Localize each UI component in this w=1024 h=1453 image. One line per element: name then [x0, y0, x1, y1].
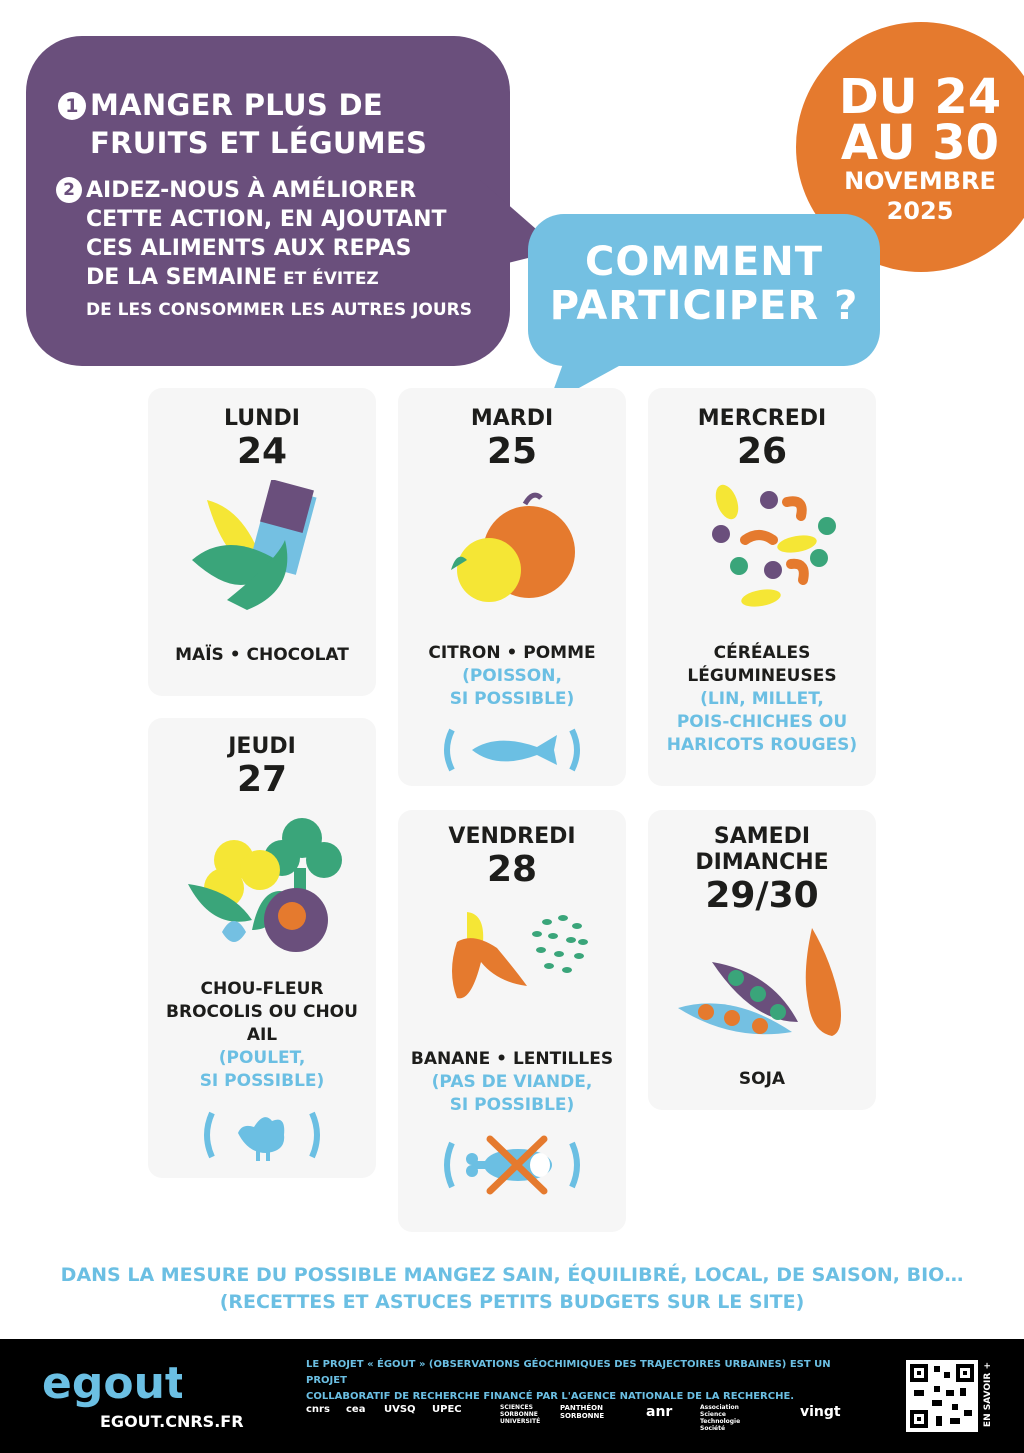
date-text [830, 69, 1010, 226]
step-2-line5: DE LES CONSOMMER LES AUTRES JOURS [86, 300, 472, 320]
day-number: 29/30 [705, 875, 819, 916]
day-number: 25 [486, 431, 538, 472]
day-extra-line2: SI POSSIBLE) [449, 1095, 575, 1115]
chicken-icon [202, 1105, 322, 1165]
day-food-line1: CHOU-FLEUR [200, 979, 324, 999]
day-name: JEUDI [228, 734, 296, 759]
banana-lentils-icon [427, 902, 597, 1012]
day-food: MAÏS • CHOCOLAT [175, 645, 349, 665]
step-2-number: 2 [56, 177, 82, 203]
day-extra-line2: SI POSSIBLE) [449, 689, 575, 709]
step-2-line1: AIDEZ-NOUS À AMÉLIORER [86, 178, 417, 203]
step-2-line4-small: ET ÉVITEZ [277, 269, 379, 289]
day-card-wednesday [648, 388, 876, 786]
website-link[interactable]: EGOUT.CNRS.FR [100, 1412, 244, 1431]
step-2-line4: DE LA SEMAINE [86, 265, 278, 290]
date-month: NOVEMBRE [844, 167, 996, 195]
day-food-line1: CÉRÉALES [713, 643, 811, 663]
lemon-apple-icon [437, 480, 587, 620]
day-food: BANANE • LENTILLES [410, 1049, 614, 1069]
healthy-eating-note: DANS LA MESURE DU POSSIBLE MANGEZ SAIN, ÉQUILIBRÉ, LOCAL, DE SAISON, BIO… (RECETTES ET ASTUCES PETITS BUDGETS SUR LE SITE) [60, 1264, 964, 1313]
day-extra-line1: (LIN, MILLET, [700, 689, 824, 709]
day-card-monday [148, 388, 376, 696]
day-name-saturday: SAMEDI [713, 824, 811, 849]
corn-chocolate-icon [187, 480, 337, 620]
step-2-line2: CETTE ACTION, EN AJOUTANT [86, 207, 447, 232]
cauliflower-broccoli-icon [182, 810, 342, 960]
day-name-sunday: DIMANCHE [695, 850, 829, 875]
step-1 [58, 86, 490, 162]
day-card-weekend [648, 810, 876, 1110]
day-food-line2: BROCOLIS OU CHOU [166, 1002, 358, 1022]
step-2 [56, 176, 486, 325]
step-1-number: 1 [58, 92, 86, 120]
participate-title: COMMENT PARTICIPER ? [549, 239, 859, 329]
day-name: LUNDI [224, 406, 300, 431]
day-extra-line3: HARICOTS ROUGES) [666, 735, 858, 755]
partner-logo-cea: cea [346, 1404, 366, 1415]
day-card-friday [398, 810, 626, 1232]
day-name: MARDI [470, 406, 554, 431]
day-number: 26 [736, 431, 788, 472]
day-number: 24 [236, 431, 288, 472]
date-to: AU 30 [840, 115, 1000, 171]
soy-icon [672, 922, 852, 1052]
day-food-line2: LÉGUMINEUSES [687, 666, 837, 686]
step-1-text: MANGER PLUS DE FRUITS ET LÉGUMES [90, 88, 428, 160]
day-extra-line2: POIS-CHICHES OU [676, 712, 848, 732]
date-year: 2025 [886, 197, 954, 225]
partner-logo-pantheon: PANTHÉON SORBONNE [560, 1404, 605, 1420]
day-extra-line1: (POULET, [218, 1048, 306, 1068]
learn-more-label: EN SAVOIR + [983, 1362, 993, 1428]
svg-text:egout: egout [42, 1358, 182, 1408]
day-extra-line2: SI POSSIBLE) [199, 1071, 325, 1091]
day-card-tuesday [398, 388, 626, 786]
day-extra-line1: (POISSON, [462, 666, 562, 686]
day-extra-line1: (PAS DE VIANDE, [431, 1072, 593, 1092]
day-name: MERCREDI [697, 406, 827, 431]
day-card-thursday [148, 718, 376, 1178]
no-meat-icon [442, 1133, 582, 1197]
day-food: CITRON • POMME [428, 643, 596, 663]
partner-logo-vingt: vingt [800, 1404, 841, 1420]
day-food-line3: AIL [246, 1025, 278, 1045]
step-2-line3: CES ALIMENTS AUX REPAS [86, 236, 412, 261]
project-description: LE PROJET « ÉGOUT » (OBSERVATIONS GÉOCHIMIQUES DES TRAJECTOIRES URBAINES) EST UN PROJET COLLABORATIF DE RECHERCHE FINANCÉ PAR L'AGENCE NATIONALE DE LA RECHERCHE. [306, 1359, 831, 1402]
egout-logo [42, 1358, 182, 1412]
day-name: VENDREDI [448, 824, 576, 849]
partner-logo-cnrs: cnrs [306, 1404, 330, 1415]
partner-logo-association: Association Science Technologie Société [700, 1404, 741, 1432]
partner-logo-uvsq: UVSQ [384, 1404, 416, 1415]
day-number: 27 [236, 759, 288, 800]
partner-logo-upec: UPEC [432, 1404, 462, 1415]
day-number: 28 [486, 849, 538, 890]
grains-legumes-icon [687, 480, 837, 620]
date-from: DU 24 [838, 69, 1002, 125]
partner-logo-anr: anr [646, 1404, 673, 1420]
fish-icon [442, 725, 582, 775]
qr-code[interactable] [906, 1360, 978, 1432]
day-food: SOJA [738, 1069, 786, 1089]
partner-logo-sorbonne: SCIENCES SORBONNE UNIVERSITÉ [500, 1404, 541, 1425]
